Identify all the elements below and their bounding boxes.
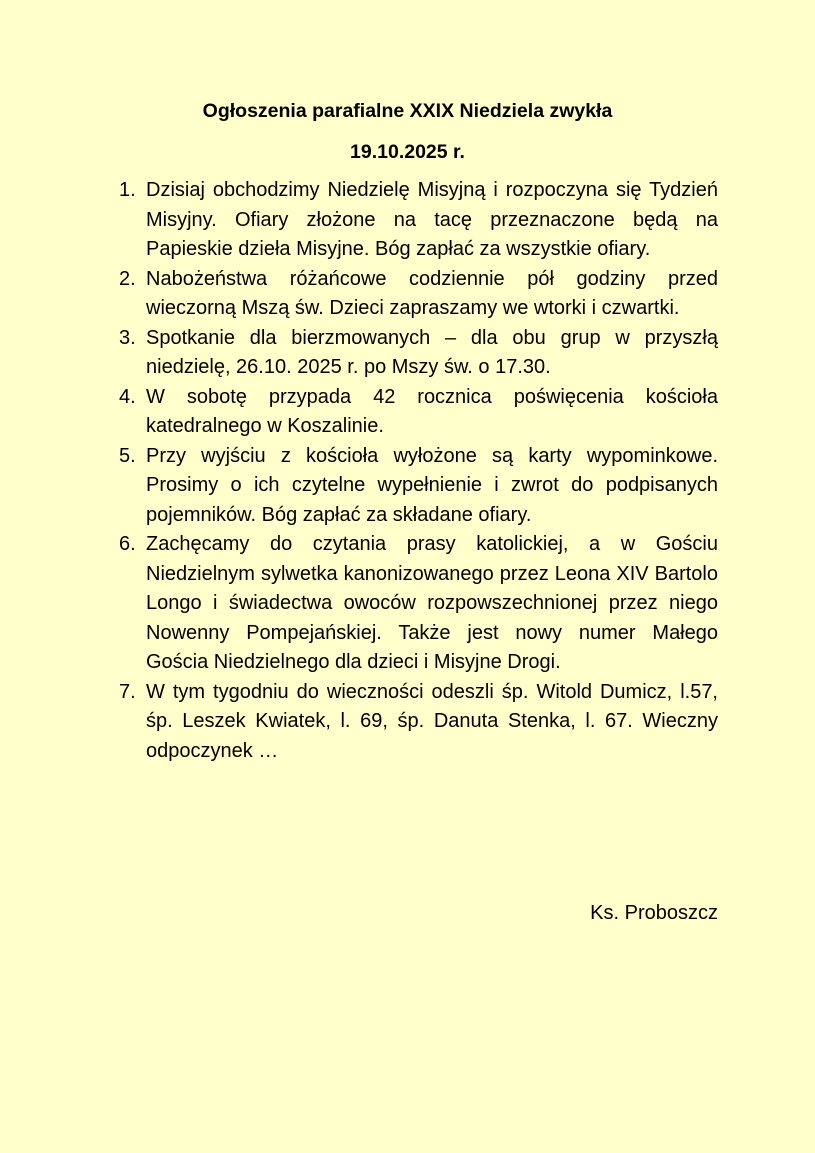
item-number: 3.: [119, 326, 136, 349]
item-text: W tym tygodniu do wieczności odeszli śp. Witold Dumicz, l.57, śp. Leszek Kwiatek, l. 69, śp. Danuta Stenka, l. 67. Wieczny odpoczynek …: [146, 680, 718, 762]
item-text: W sobotę przypada 42 rocznica poświęcenia kościoła katedralnego w Koszalinie.: [146, 385, 718, 437]
announcement-item: [119, 324, 718, 383]
signature: Ks. Proboszcz: [590, 902, 718, 924]
item-text: Przy wyjściu z kościoła wyłożone są karty wypominkowe. Prosimy o ich czytelne wypełnienie i zwrot do podpisanych pojemników. Bóg zapłać za składane ofiary.: [146, 444, 718, 526]
document-title: Ogłoszenia parafialne XXIX Niedziela zwykła: [202, 100, 613, 122]
announcement-item: [119, 265, 718, 324]
item-text: Zachęcamy do czytania prasy katolickiej, a w Gościu Niedzielnym sylwetka kanonizowanego przez Leona XIV Bartolo Longo i świadectwa owoców rozpowszechnionej przez niego Nowenny Pompejańskiej. Także jest nowy numer Małego Gościa Niedzielnego dla dzieci i Misyjne Drogi.: [146, 533, 718, 673]
item-number: 2.: [119, 267, 136, 290]
announcement-item: [119, 678, 718, 767]
item-number: 6.: [119, 533, 136, 555]
item-text: Spotkanie dla bierzmowanych – dla obu grup w przyszłą niedzielę, 26.10. 2025 r. po Mszy św. o 17.30.: [146, 326, 718, 378]
announcement-item: [119, 383, 718, 442]
announcement-item: [119, 442, 718, 531]
item-text: Dzisiaj obchodzimy Niedzielę Misyjną i rozpoczyna się Tydzień Misyjny. Ofiary złożone na tacę przeznaczone będą na Papieskie dzieła Misyjne. Bóg zapłać za wszystkie ofiary.: [146, 179, 718, 260]
item-number: 4.: [119, 385, 136, 408]
announcement-item: [119, 530, 718, 678]
announcement-list: [0, 176, 815, 766]
item-number: 7.: [119, 680, 136, 703]
item-number: 1.: [119, 179, 136, 201]
document-date: 19.10.2025 r.: [350, 141, 465, 163]
item-number: 5.: [119, 444, 136, 467]
item-text: Nabożeństwa różańcowe codziennie pół godziny przed wieczorną Mszą św. Dzieci zapraszamy we wtorki i czwartki.: [146, 267, 718, 319]
announcement-item: [119, 176, 718, 265]
